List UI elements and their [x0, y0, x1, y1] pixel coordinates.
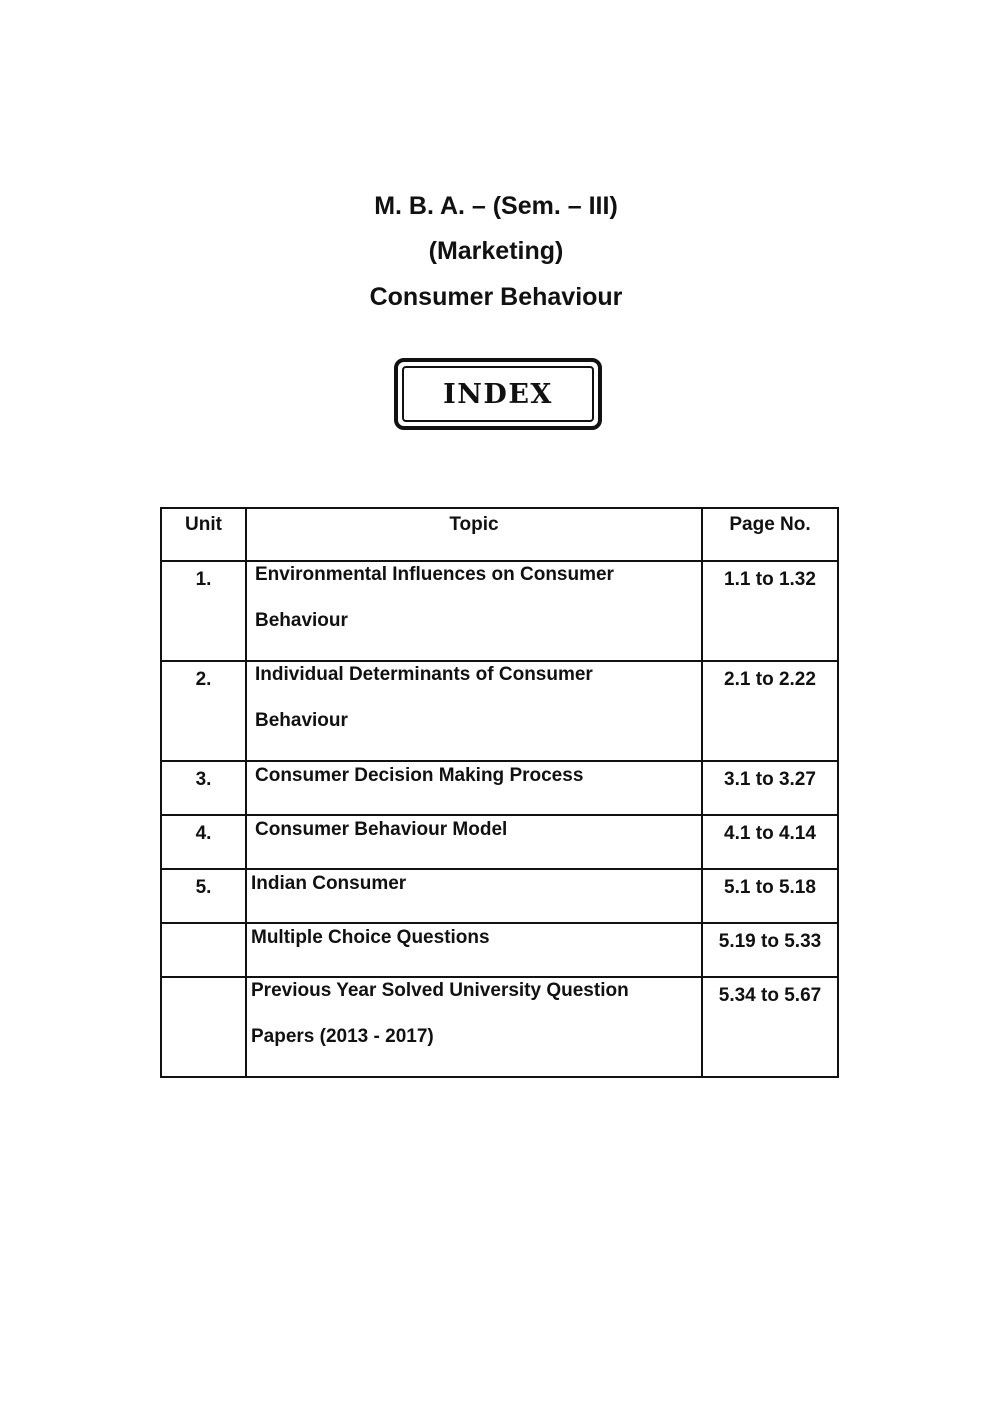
subject-title: Consumer Behaviour	[369, 283, 623, 311]
unit-number: 4.	[161, 815, 246, 869]
unit-number: 5.	[161, 869, 246, 923]
topic-text-continued: Behaviour	[255, 610, 348, 631]
column-header-unit: Unit	[161, 508, 246, 561]
index-badge	[394, 358, 602, 430]
topic-text: Multiple Choice Questions	[251, 927, 490, 948]
unit-number: 3.	[161, 761, 246, 815]
page-range: 4.1 to 4.14	[702, 815, 838, 869]
column-header-page: Page No.	[702, 508, 838, 561]
table-row	[161, 661, 838, 761]
topic-text-continued: Behaviour	[255, 710, 348, 731]
page-range: 5.19 to 5.33	[702, 923, 838, 977]
topic-text: Previous Year Solved University Question	[251, 980, 629, 1001]
table-row	[161, 977, 838, 1077]
topic-text: Individual Determinants of Consumer	[255, 664, 593, 685]
index-badge-label: INDEX	[402, 366, 594, 422]
unit-number: 1.	[161, 561, 246, 661]
course-title: M. B. A. – (Sem. – III)	[374, 192, 618, 220]
topic-cell	[246, 661, 702, 761]
page-range: 2.1 to 2.22	[702, 661, 838, 761]
topic-text: Environmental Influences on Consumer	[255, 564, 614, 585]
topic-cell	[246, 977, 702, 1077]
index-table	[160, 507, 839, 1078]
unit-number	[161, 923, 246, 977]
page-range: 5.34 to 5.67	[702, 977, 838, 1077]
unit-number: 2.	[161, 661, 246, 761]
topic-text-continued: Papers (2013 - 2017)	[251, 1026, 434, 1047]
topic-text: Consumer Behaviour Model	[255, 819, 508, 840]
page-range: 3.1 to 3.27	[702, 761, 838, 815]
topic-cell	[246, 561, 702, 661]
page-range: 1.1 to 1.32	[702, 561, 838, 661]
page-range: 5.1 to 5.18	[702, 869, 838, 923]
table-row	[161, 561, 838, 661]
topic-text: Consumer Decision Making Process	[255, 765, 584, 786]
topic-text: Indian Consumer	[251, 873, 407, 894]
course-specialization: (Marketing)	[428, 237, 564, 265]
column-header-topic: Topic	[246, 508, 702, 561]
unit-number	[161, 977, 246, 1077]
